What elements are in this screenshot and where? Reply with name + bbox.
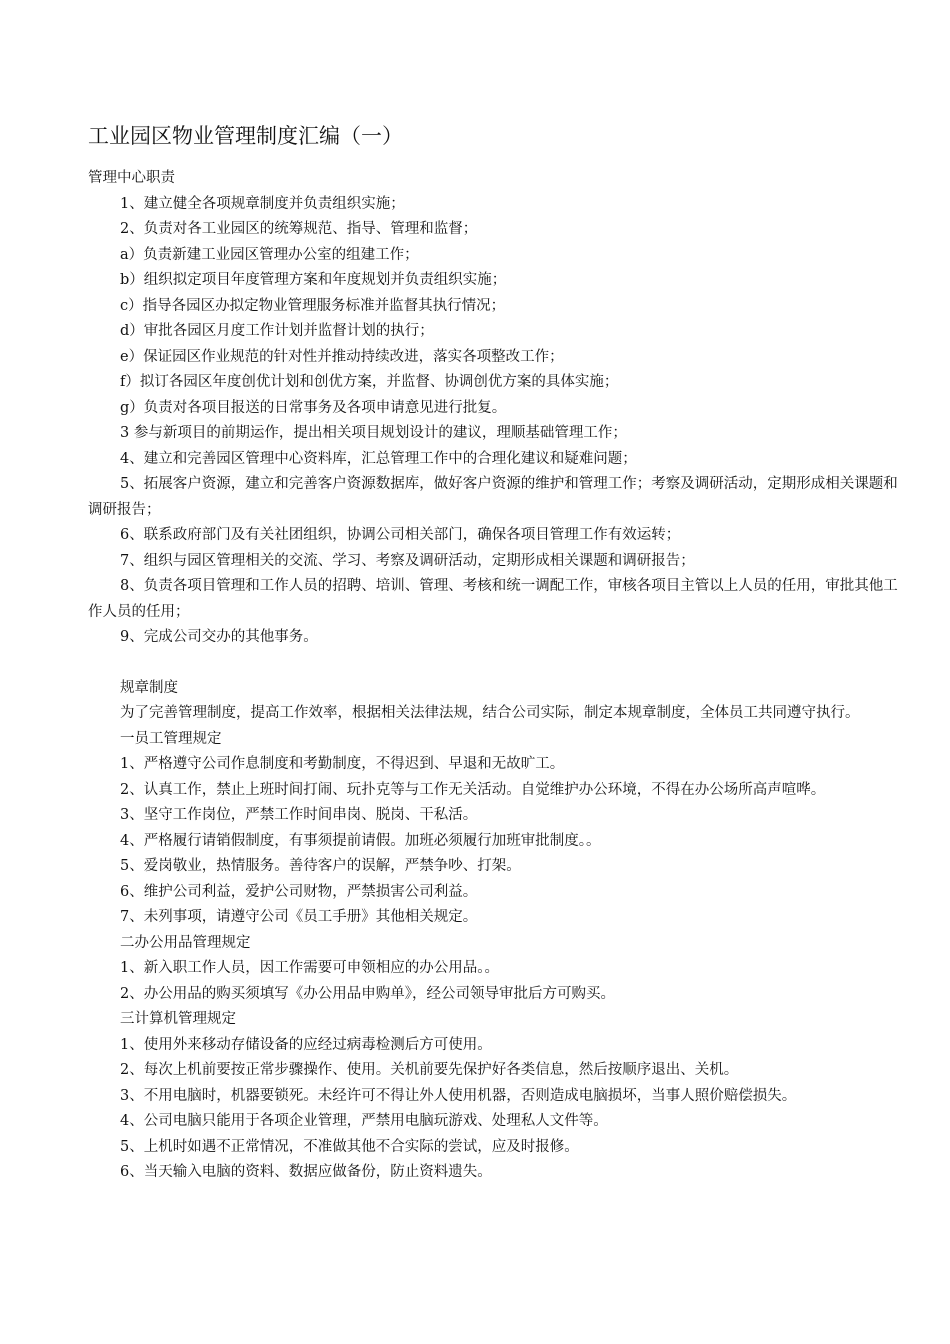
- list-item: 8、负责各项目管理和工作人员的招聘、培训、管理、考核和统一调配工作，审核各项目主管以上人员的任用，审批其他工作人员的任用；: [88, 578, 898, 620]
- section-heading: 规章制度: [120, 679, 178, 696]
- list-item: 1、新入职工作人员，因工作需要可申领相应的办公用品。。: [120, 960, 499, 976]
- list-item: 6、联系政府部门及有关社团组织，协调公司相关部门，确保各项目管理工作有效运转；: [120, 527, 681, 543]
- list-item: 2、每次上机前要按正常步骤操作、使用。关机前要先保护好各类信息，然后按顺序退出、关机。: [120, 1062, 739, 1078]
- subsection-heading: 一员工管理规定: [120, 730, 222, 747]
- list-item: 4、严格履行请销假制度，有事须提前请假。加班必须履行加班审批制度。。: [120, 832, 601, 849]
- list-item: 1、严格遵守公司作息制度和考勤制度，不得迟到、早退和无故旷工。: [120, 756, 565, 772]
- list-item: 1、建立健全各项规章制度并负责组织实施；: [120, 195, 405, 212]
- list-item: 6、维护公司利益，爱护公司财物，严禁损害公司利益。: [120, 883, 478, 900]
- list-item: 1、使用外来移动存储设备的应经过病毒检测后方可使用。: [120, 1036, 492, 1053]
- list-item: 4、建立和完善园区管理中心资料库，汇总管理工作中的合理化建议和疑难问题；: [120, 450, 637, 467]
- subsection-heading: 二办公用品管理规定: [120, 934, 251, 951]
- document-body: [88, 166, 906, 1186]
- list-item: 5、拓展客户资源，建立和完善客户资源数据库，做好客户资源的维护和管理工作；考察及调研活动，定期形成相关课题和调研报告；: [88, 476, 898, 518]
- document-title: 工业园区物业管理制度汇编（一）: [88, 124, 403, 148]
- list-item: f）拟订各园区年度创优计划和创优方案，并监督、协调创优方案的具体实施；: [120, 374, 619, 390]
- paragraph-gap: [88, 651, 906, 676]
- list-item: 7、组织与园区管理相关的交流、学习、考察及调研活动，定期形成相关课题和调研报告；: [120, 552, 695, 569]
- list-item: b）组织拟定项目年度管理方案和年度规划并负责组织实施；: [120, 272, 507, 288]
- intro-paragraph: 为了完善管理制度，提高工作效率，根据相关法律法规，结合公司实际，制定本规章制度，全体员工共同遵守执行。: [120, 705, 860, 721]
- list-item: g）负责对各项目报送的日常事务及各项申请意见进行批复。: [120, 399, 507, 416]
- list-item: d）审批各园区月度工作计划并监督计划的执行；: [120, 323, 434, 339]
- list-item: 5、爱岗敬业，热情服务。善待客户的误解，严禁争吵、打架。: [120, 858, 521, 874]
- list-item: 3 参与新项目的前期运作，提出相关项目规划设计的建议，理顺基础管理工作；: [120, 425, 627, 441]
- list-item: 3、坚守工作岗位，严禁工作时间串岗、脱岗、干私活。: [120, 807, 478, 823]
- list-item: a）负责新建工业园区管理办公室的组建工作；: [120, 246, 419, 263]
- list-item: 9、完成公司交办的其他事务。: [120, 629, 318, 645]
- section-heading: 管理中心职责: [88, 170, 175, 186]
- list-item: 3、不用电脑时，机器要锁死。未经许可不得让外人使用机器，否则造成电脑损坏，当事人照价赔偿损失。: [120, 1087, 797, 1104]
- list-item: 6、当天输入电脑的资料、数据应做备份，防止资料遗失。: [120, 1164, 492, 1180]
- list-item: 7、未列事项，请遵守公司《员工手册》其他相关规定。: [120, 909, 478, 925]
- list-item: 2、认真工作，禁止上班时间打闹、玩扑克等与工作无关活动。自觉维护办公环境，不得在办公场所高声喧哗。: [120, 781, 826, 798]
- list-item: 2、办公用品的购买须填写《办公用品申购单》，经公司领导审批后方可购买。: [120, 985, 615, 1002]
- list-item: 2、负责对各工业园区的统筹规范、指导、管理和监督；: [120, 221, 478, 237]
- list-item: 5、上机时如遇不正常情况，不准做其他不合实际的尝试，应及时报修。: [120, 1138, 579, 1155]
- subsection-heading: 三计算机管理规定: [120, 1011, 236, 1027]
- list-item: 4、公司电脑只能用于各项企业管理，严禁用电脑玩游戏、处理私人文件等。: [120, 1113, 608, 1129]
- list-item: c）指导各园区办拟定物业管理服务标准并监督其执行情况；: [120, 297, 506, 314]
- list-item: e）保证园区作业规范的针对性并推动持续改进，落实各项整改工作；: [120, 348, 564, 365]
